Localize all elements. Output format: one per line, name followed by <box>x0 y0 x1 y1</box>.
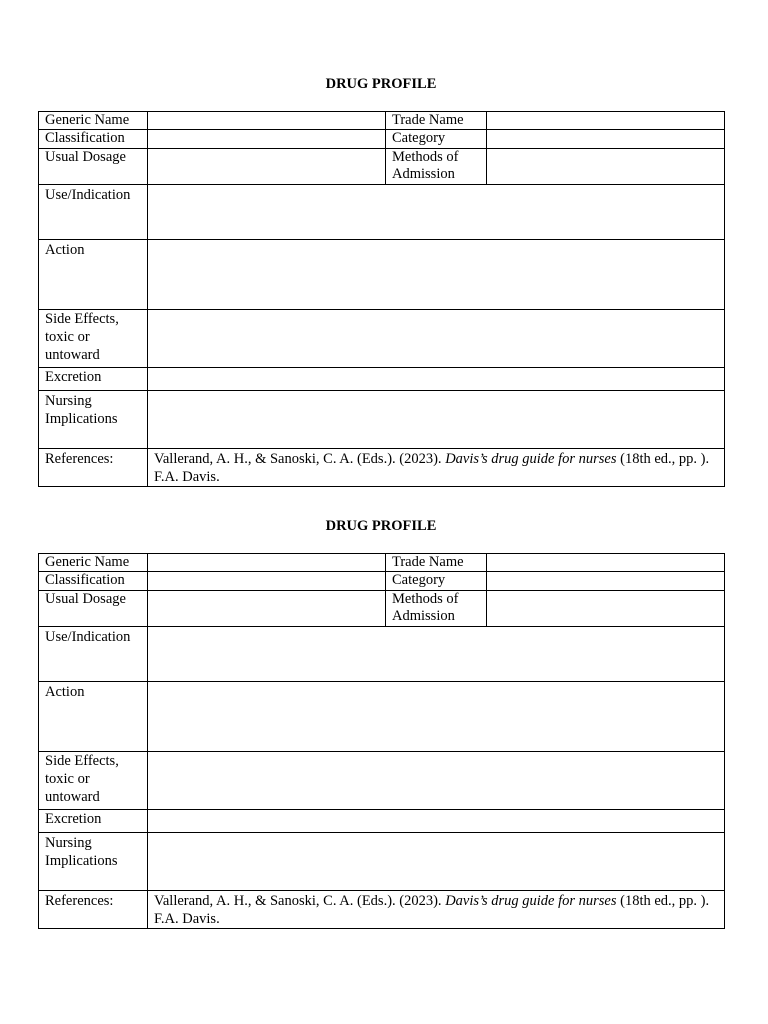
profile-title: DRUG PROFILE <box>325 518 437 534</box>
table-row <box>39 833 725 891</box>
table-row <box>39 449 725 487</box>
table-row <box>39 810 725 833</box>
references-label: References: <box>39 891 148 929</box>
reference-authors: Vallerand, A. H., & Sanoski, C. A. (Eds.). (2023). <box>154 451 446 467</box>
drug-profile-2 <box>38 516 724 929</box>
methods-of-admission-field[interactable] <box>487 149 725 185</box>
reference-book-title: Davis’s drug guide for nurses <box>445 451 617 467</box>
nursing-implications-label: Nursing Implications <box>39 833 148 891</box>
reference-citation <box>148 449 725 487</box>
nursing-implications-label: Nursing Implications <box>39 391 148 449</box>
category-label: Category <box>386 130 487 149</box>
generic-name-label: Generic Name <box>39 554 148 572</box>
use-indication-field[interactable] <box>148 185 725 240</box>
excretion-label: Excretion <box>39 368 148 391</box>
excretion-field[interactable] <box>148 368 725 391</box>
category-label: Category <box>386 572 487 591</box>
reference-citation <box>148 891 725 929</box>
table-row <box>39 310 725 368</box>
drug-profile-table <box>38 553 725 929</box>
side-effects-field[interactable] <box>148 752 725 810</box>
drug-profile-table <box>38 111 725 487</box>
table-row <box>39 149 725 185</box>
action-field[interactable] <box>148 682 725 752</box>
profile-title: DRUG PROFILE <box>325 76 437 92</box>
side-effects-label: Side Effects, toxic or untoward <box>39 752 148 810</box>
trade-name-label: Trade Name <box>386 112 487 130</box>
table-row <box>39 891 725 929</box>
side-effects-label: Side Effects, toxic or untoward <box>39 310 148 368</box>
usual-dosage-field[interactable] <box>148 149 386 185</box>
table-row <box>39 682 725 752</box>
table-row <box>39 130 725 149</box>
table-row <box>39 112 725 130</box>
table-row <box>39 554 725 572</box>
table-row <box>39 185 725 240</box>
trade-name-label: Trade Name <box>386 554 487 572</box>
category-field[interactable] <box>487 572 725 591</box>
use-indication-field[interactable] <box>148 627 725 682</box>
category-field[interactable] <box>487 130 725 149</box>
classification-label: Classification <box>39 572 148 591</box>
excretion-label: Excretion <box>39 810 148 833</box>
table-row <box>39 391 725 449</box>
generic-name-field[interactable] <box>148 112 386 130</box>
methods-of-admission-label: Methods of Admission <box>386 591 487 627</box>
classification-label: Classification <box>39 130 148 149</box>
methods-of-admission-field[interactable] <box>487 591 725 627</box>
table-row <box>39 752 725 810</box>
reference-publisher: (18th ed., pp. ). F.A. Davis. <box>154 893 710 927</box>
nursing-implications-field[interactable] <box>148 391 725 449</box>
side-effects-field[interactable] <box>148 310 725 368</box>
reference-authors: Vallerand, A. H., & Sanoski, C. A. (Eds.). (2023). <box>154 893 446 909</box>
drug-profile-1 <box>38 74 724 487</box>
trade-name-field[interactable] <box>487 554 725 572</box>
methods-of-admission-label: Methods of Admission <box>386 149 487 185</box>
reference-publisher: (18th ed., pp. ). F.A. Davis. <box>154 451 710 485</box>
table-row <box>39 591 725 627</box>
generic-name-label: Generic Name <box>39 112 148 130</box>
trade-name-field[interactable] <box>487 112 725 130</box>
generic-name-field[interactable] <box>148 554 386 572</box>
classification-field[interactable] <box>148 572 386 591</box>
nursing-implications-field[interactable] <box>148 833 725 891</box>
classification-field[interactable] <box>148 130 386 149</box>
excretion-field[interactable] <box>148 810 725 833</box>
action-field[interactable] <box>148 240 725 310</box>
reference-book-title: Davis’s drug guide for nurses <box>445 893 617 909</box>
table-row <box>39 240 725 310</box>
table-row <box>39 627 725 682</box>
usual-dosage-label: Usual Dosage <box>39 149 148 185</box>
usual-dosage-field[interactable] <box>148 591 386 627</box>
usual-dosage-label: Usual Dosage <box>39 591 148 627</box>
use-indication-label: Use/Indication <box>39 627 148 682</box>
action-label: Action <box>39 682 148 752</box>
references-label: References: <box>39 449 148 487</box>
table-row <box>39 368 725 391</box>
action-label: Action <box>39 240 148 310</box>
use-indication-label: Use/Indication <box>39 185 148 240</box>
table-row <box>39 572 725 591</box>
